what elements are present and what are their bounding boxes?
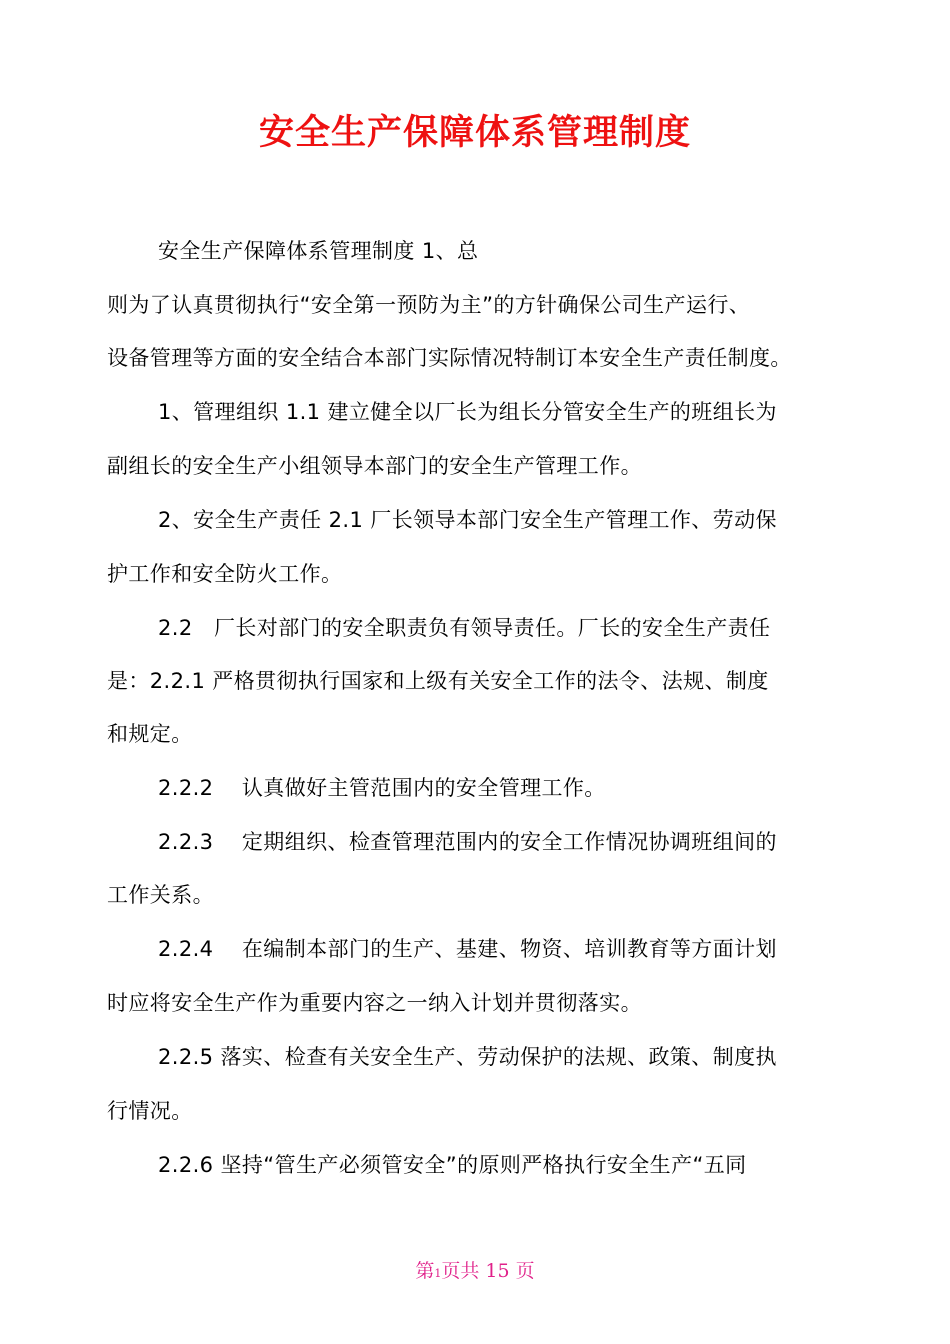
paragraph-line: 安全生产保障体系管理制度 1、总: [158, 239, 479, 263]
paragraph-line: 工作关系。: [107, 883, 214, 907]
paragraph-line: 2.2.3 定期组织、检查管理范围内的安全工作情况协调班组间的: [158, 830, 777, 854]
document-title: 安全生产保障体系管理制度: [258, 113, 691, 153]
paragraph-line: 2.2 厂长对部门的安全职责负有领导责任。厂长的安全生产责任: [158, 616, 771, 640]
paragraph-line: 2.2.4 在编制本部门的生产、基建、物资、培训教育等方面计划: [158, 937, 777, 961]
paragraph-line: 和规定。: [107, 722, 193, 746]
page-footer: [0, 1258, 950, 1287]
paragraph-line: 2、安全生产责任 2.1 厂长领导本部门安全生产管理工作、劳动保: [158, 508, 777, 532]
paragraph-line: 行情况。: [107, 1099, 193, 1123]
paragraph-line: 是：2.2.1 严格贯彻执行国家和上级有关安全工作的法令、法规、制度: [107, 669, 769, 693]
paragraph-line: 2.2.6 坚持“管生产必须管安全”的原则严格执行安全生产“五同: [158, 1153, 747, 1177]
paragraph-line: 设备管理等方面的安全结合本部门实际情况特制订本安全生产责任制度。: [107, 346, 792, 370]
paragraph-line: 护工作和安全防火工作。: [107, 562, 343, 586]
footer-page-number: 1: [434, 1267, 442, 1280]
paragraph-line: 时应将安全生产作为重要内容之一纳入计划并贯彻落实。: [107, 991, 642, 1015]
footer-suffix: 页共 15 页: [441, 1260, 535, 1282]
footer-prefix: 第: [415, 1260, 435, 1282]
paragraph-line: 2.2.5 落实、检查有关安全生产、劳动保护的法规、政策、制度执: [158, 1045, 777, 1069]
paragraph-line: 2.2.2 认真做好主管范围内的安全管理工作。: [158, 776, 606, 800]
paragraph-line: 1、管理组织 1.1 建立健全以厂长为组长分管安全生产的班组长为: [158, 400, 777, 424]
paragraph-line: 副组长的安全生产小组领导本部门的安全生产管理工作。: [107, 454, 642, 478]
paragraph-line: 则为了认真贯彻执行“安全第一预防为主”的方针确保公司生产运行、: [107, 293, 751, 317]
